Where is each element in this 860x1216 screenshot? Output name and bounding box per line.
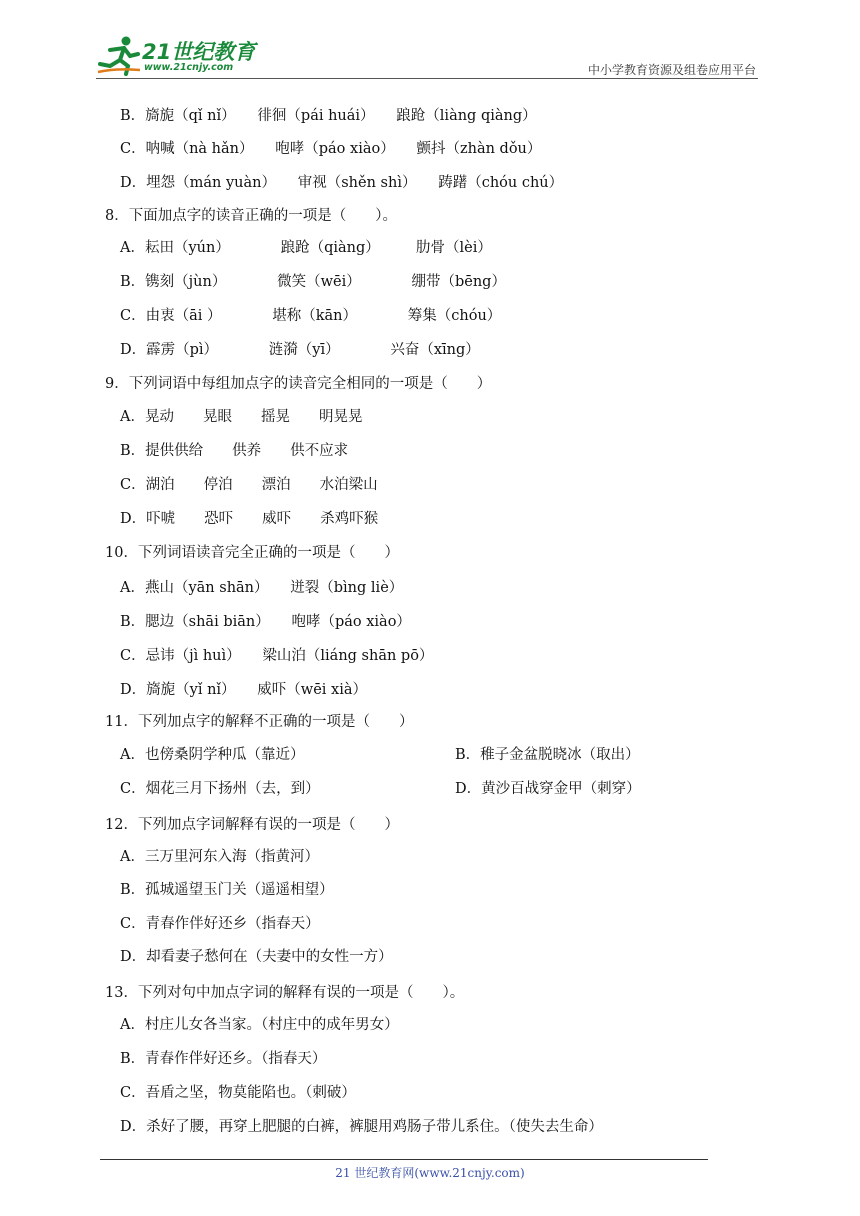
option-line: A．也傍桑阴学种瓜（靠近） [120,747,305,763]
option-line: C．呐喊（nà hǎn） 咆哮（páo xiào） 颤抖（zhàn dǒu） [120,141,542,157]
option-line: B．青春作伴好还乡。（指春天） [120,1051,327,1067]
option-line: B．镌刻（jùn） 微笑（wēi） 绷带（bēng） [120,274,506,290]
option-line: B．提供供给 供养 供不应求 [120,443,349,459]
question-11-stem: 11．下列加点字的解释不正确的一项是（ ） [105,714,414,730]
option-line: B．孤城遥望玉门关（遥遥相望） [120,882,334,898]
platform-title: 中小学教育资源及组卷应用平台 [587,63,756,77]
option-line: C．烟花三月下扬州（去，到） [120,781,320,797]
footer-link[interactable]: 21 世纪教育网(www.21cnjy.com) [335,1166,525,1180]
option-line: D．埋怨（mán yuàn） 审视（shěn shì） 踌躇（chóu chú） [120,175,564,191]
option-line: C．吾盾之坚，物莫能陷也。（刺破） [120,1085,356,1101]
logo-url: www.21cnjy.com [144,62,234,73]
option-line: C．忌讳（jì huì） 梁山泊（liáng shān pō） [120,648,434,664]
option-line: C．湖泊 停泊 漂泊 水泊梁山 [120,477,378,493]
runner-logo-icon [96,34,144,76]
option-line: D．霹雳（pì） 涟漪（yī） 兴奋（xīng） [120,342,480,358]
option-line: D．杀好了腰，再穿上肥腿的白裤，裤腿用鸡肠子带儿系住。（使失去生命） [120,1119,603,1135]
question-8-stem: 8．下面加点字的读音正确的一项是（ ）。 [105,208,397,224]
option-line: A．晃动 晃眼 摇晃 明晃晃 [120,409,363,425]
site-logo[interactable] [96,34,266,78]
question-10-stem: 10．下列词语读音完全正确的一项是（ ） [105,545,399,561]
footer-divider [100,1159,708,1160]
header-divider [96,78,758,79]
option-line: D．却看妻子愁何在（夫妻中的女性一方） [120,949,393,965]
option-line: C．青春作伴好还乡（指春天） [120,916,320,932]
option-line: C．由衷（āi ） 堪称（kān） 筹集（chóu） [120,308,502,324]
option-line: A．村庄儿女各当家。（村庄中的成年男女） [120,1017,399,1033]
question-13-stem: 13．下列对句中加点字词的解释有误的一项是（ ）。 [105,985,465,1001]
question-9-stem: 9．下列词语中每组加点字的读音完全相同的一项是（ ） [105,376,492,392]
question-12-stem: 12．下列加点字词解释有误的一项是（ ） [105,817,399,833]
option-line: D．黄沙百战穿金甲（刺穿） [455,781,641,797]
option-line: D．吓唬 恐吓 威吓 杀鸡吓猴 [120,511,379,527]
option-line: D．旖旎（yǐ nǐ） 威吓（wēi xià） [120,682,367,698]
option-line: A．三万里河东入海（指黄河） [120,849,319,865]
option-line: A．耘田（yún） 踉跄（qiàng） 肋骨（lèi） [120,240,492,256]
logo-text: 21世纪教育 [142,40,256,64]
page-header [0,0,860,80]
option-line: B．腮边（shāi biān） 咆哮（páo xiào） [120,614,411,630]
option-line: B．稚子金盆脱晓冰（取出） [455,747,640,763]
option-line: B．旖旎（qǐ nǐ） 徘徊（pái huái） 踉跄（liàng qiàng） [120,108,537,124]
option-line: A．燕山（yān shān） 迸裂（bìng liè） [120,580,404,596]
